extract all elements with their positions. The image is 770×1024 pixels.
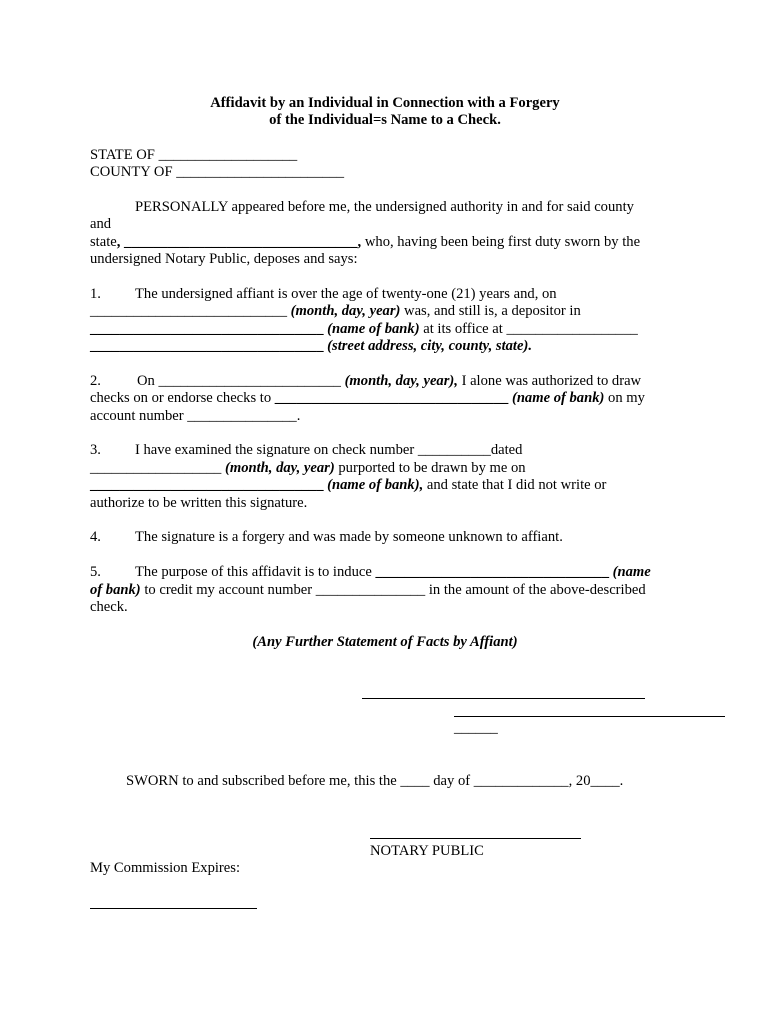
office-blank[interactable]: at its office at __________________	[419, 321, 638, 337]
para-4-number: 4.	[90, 529, 101, 545]
endorse-bank-blank[interactable]: ________________________________	[274, 390, 512, 406]
intro-line-1: PERSONALLY appeared before me, the undersigned authority in and for said county	[135, 199, 634, 215]
credit-bank-label-end: of bank)	[90, 582, 141, 598]
county-of-field[interactable]: COUNTY OF _______________________	[90, 164, 345, 180]
intro-line-4: undersigned Notary Public, deposes and says:	[90, 251, 358, 267]
drawn-bank-blank[interactable]: ________________________________	[90, 477, 328, 493]
intro-line-3	[90, 234, 640, 251]
affiant-signature-tail[interactable]: ______	[454, 720, 498, 736]
intro-sworn-text: who, having been being first duty sworn by the	[361, 234, 641, 250]
para-2-line-2	[90, 390, 645, 407]
para-1-line-3	[90, 321, 638, 338]
para-5-line-1	[135, 564, 651, 581]
credit-account-blank[interactable]: to credit my account number _______________ in the amount of the above-described	[140, 582, 646, 598]
para-3-state-text: and state that I did not write or	[423, 477, 607, 493]
para-1-line-1: The undersigned affiant is over the age of twenty-one (21) years and, on	[135, 286, 557, 302]
para-4-line-1: The signature is a forgery and was made by someone unknown to affiant.	[135, 529, 563, 545]
bank-name-blank[interactable]: ________________________________	[90, 321, 328, 337]
para-5-number: 5.	[90, 564, 101, 580]
para-1-line-4	[90, 338, 532, 355]
state-of-field[interactable]: STATE OF ___________________	[90, 147, 298, 163]
para-2-authorized-text: I alone was authorized to draw	[457, 373, 642, 389]
para-1-depositor-text: was, and still is, a depositor in	[400, 303, 581, 319]
check-number-line[interactable]: I have examined the signature on check number __________dated	[135, 442, 523, 458]
para-3-line-2	[90, 460, 526, 477]
para-2-endorse-text: checks on or endorse checks to	[90, 390, 275, 406]
further-statement-heading: (Any Further Statement of Facts by Affiant)	[252, 634, 518, 650]
para-3-purported-text: purported to be drawn by me on	[334, 460, 526, 476]
para-2-number: 2.	[90, 373, 101, 389]
para-3-line-3	[90, 477, 606, 494]
account-number-blank[interactable]: account number _______________.	[90, 408, 301, 424]
street-address-blank[interactable]: ________________________________	[90, 338, 328, 354]
credit-bank-blank[interactable]: ________________________________	[375, 564, 613, 580]
bank-name-label: (name of bank)	[327, 321, 420, 337]
affiant-signature-line[interactable]	[362, 698, 645, 699]
para-5-induce-text: The purpose of this affidavit is to induce	[135, 564, 376, 580]
para-2-on-my-text: on my	[604, 390, 645, 406]
endorse-bank-label: (name of bank)	[511, 390, 605, 406]
authorization-date-blank[interactable]: On _________________________	[137, 373, 345, 389]
para-3-line-4: authorize to be written this signature.	[90, 495, 308, 511]
commission-expires-label: My Commission Expires:	[90, 860, 240, 876]
jurat-line[interactable]: SWORN to and subscribed before me, this the ____ day of _____________, 20____.	[126, 773, 624, 789]
document-subtitle: of the Individual=s Name to a Check.	[269, 112, 501, 128]
street-address-label: (street address, city, county, state).	[327, 338, 532, 354]
credit-bank-label-start: (name	[612, 564, 651, 580]
para-3-number: 3.	[90, 442, 101, 458]
drawn-bank-label: (name of bank),	[327, 477, 424, 493]
check-date-blank[interactable]: __________________	[90, 460, 225, 476]
commission-expires-line[interactable]	[90, 908, 257, 909]
intro-state-text: state	[90, 234, 117, 250]
affiant-signature-line-2[interactable]	[454, 716, 725, 717]
deposit-date-label: (month, day, year)	[290, 303, 401, 319]
document-title: Affidavit by an Individual in Connection with a Forgery	[210, 95, 560, 111]
para-5-line-3: check.	[90, 599, 128, 615]
affiant-name-blank[interactable]: , ________________________________,	[116, 234, 362, 250]
para-2-line-1	[137, 373, 641, 390]
check-date-label: (month, day, year)	[225, 460, 335, 476]
para-1-line-2	[90, 303, 581, 320]
notary-signature-line[interactable]	[370, 838, 581, 839]
deposit-date-blank[interactable]: ___________________________	[90, 303, 291, 319]
intro-line-2: and	[90, 216, 112, 232]
para-5-line-2	[90, 582, 646, 599]
notary-public-label: NOTARY PUBLIC	[370, 843, 484, 859]
para-1-number: 1.	[90, 286, 101, 302]
authorization-date-label: (month, day, year),	[344, 373, 458, 389]
